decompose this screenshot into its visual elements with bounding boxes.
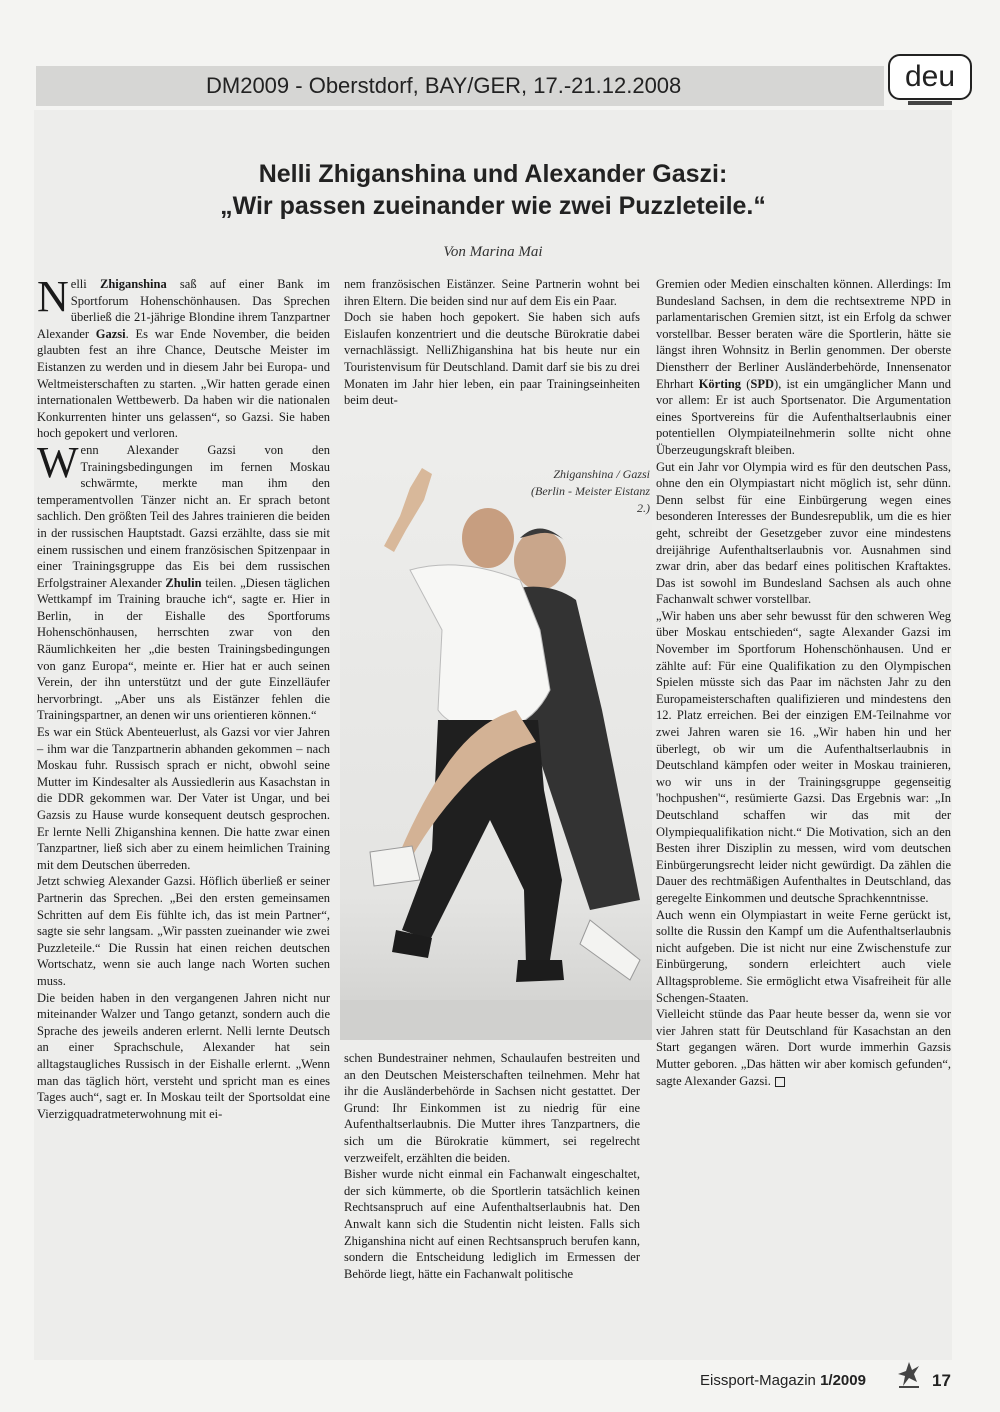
dropcap: W [37, 437, 79, 487]
column-2-top [344, 276, 640, 409]
text: . Es war Ende November, die beiden glaubten fest an ihre Chance, Deutsche Meister im Eistanzen zu werden und in diesem Jahr bei Europa- und Weltmeisterschaften zu starten. „Wir hatten gerade einen internationalen Wettbewerb. Da haben wir die nationalen Konkurrenten hinter uns gelassen“, so Gazsi. Sie haben hoch gepokert und verloren. [37, 326, 330, 441]
dropcap: N [37, 272, 69, 321]
text: ), ist ein umgänglicher Mann und vor allem: Er ist auch Sportsenator. Die Argumentation eines Sportvereins für die Aufenthaltserlaubnis einer potentiellen Olympiateilnehmerin sollte nicht ohne Überzeugungskraft bleiben. [656, 376, 951, 457]
issue-number: 1/2009 [820, 1372, 866, 1389]
paragraph [656, 276, 951, 459]
paragraph: Doch sie haben hoch gepokert. Sie haben sich aufs Eislaufen konzentriert und die deutsche Bürokratie dabei vernachlässigt. NelliZhiganshina hat bis heute nur ein Touristenvisum für Deutschland. Damit darf sie bis zu drei Monaten im Jahr hier leben, ein paar Trainingseinheiten beim deut- [344, 310, 640, 408]
paragraph: Auch wenn ein Olympiastart in weite Ferne gerückt ist, sollte die Russin den Kampf um die Aufenthaltserlaubnis nicht aufgeben. Die ist nicht nur eine Zwischenstufe zur Einbürgerung, sondern erleichtert auch viele Alltagsprobleme. Sie ermöglicht etwa Visafreiheit für alle Schengen-Staaten. [656, 907, 951, 1005]
column-3 [656, 276, 951, 1089]
end-of-article-icon [775, 1077, 785, 1087]
logo-underbar [908, 101, 952, 105]
paragraph: Gut ein Jahr vor Olympia wird es für den deutschen Pass, ohne den ein Olympiastart nicht möglich ist, sehr dünn. Denn selbst für eine Einbürgerung wegen eines besonderen Interesses der Bundesrepublik, um die es hier geht, schreibt der Gesetzgeber zuvor eine mindestens dreijährige Aufenthaltserlaubnis vor. Ausnahmen sind zwar drin, aber das bedarf eines politischen Kraftaktes. Das ist sowohl im Bundesland Sachsen als auch ohne Fachanwalt schwer vorstellbar. [656, 459, 951, 607]
paragraph: schen Bundestrainer nehmen, Schaulaufen bestreiten und an den Deutschen Meisterschaften teilnehmen. Mehr hat ihr die Ausländerbehörde in Sachsen nicht gestattet. Der Grund: Ihr Einkommen ist zu niedrig für eine Aufenthaltserlaubnis. Die Mutter ihres Tanzpartners, die sich um die Bürokratie kümmert, sei regelrecht verzweifelt, erzählten die beiden. [344, 1051, 640, 1165]
name-highlight: Zhiganshina [99, 277, 167, 291]
magazine-issue [700, 1372, 866, 1389]
skater-bird-icon [895, 1360, 923, 1390]
text: ( [741, 376, 751, 391]
title-line-1: Nelli Zhiganshina und Alexander Gaszi: [258, 160, 728, 188]
event-header [36, 66, 884, 106]
logo-text: deu [904, 60, 956, 93]
text: teilen. „Diesen täglichen Wettkampf im Training brauche ich“, sagte er. Hier in Berlin, in der Eishalle des Sportforums Hohenschönhausen, herrschten zwar von den Räumlichkeiten her „die besten Trainingsbedingungen von ganz Europa“, meinte er. Hier hat er auch seinen Verein, der ihn unterstützt und der gute Einzelläufer hervorbringt. „Aber uns als Eistänzer fehlen die Trainingspartner, an denen wir uns orientieren können.“ [37, 575, 330, 723]
paragraph [37, 437, 330, 724]
page-number: 17 [932, 1371, 951, 1390]
paragraph: nem französischen Eistänzer. Seine Partnerin wohnt bei ihren Eltern. Die beiden sind nur auf dem Eis ein Paar. [344, 277, 640, 308]
name-highlight: Körting [698, 376, 742, 391]
paragraph: Bisher wurde nicht einmal ein Fachanwalt eingeschaltet, der sich kümmerte, ob die Sportlerin tatsächlich keinen Rechtsanspruch auf eine Aufenthaltserlaubnis hat. Den Anwalt kann sich die Studentin nicht leisten. Falls sich Zhiganshina nicht auf einen Rechtsanspruch berufen kann, sondern die Entscheidung lediglich im Ermessen der Behörde liegt, hätte ein Fachanwalt politische [344, 1167, 640, 1281]
ice-dance-couple-photo [340, 460, 652, 1040]
text: elli [70, 277, 100, 291]
text: saß auf einer Bank im Sportforum Hohenschönhausen. Das Sprechen überließ die 21-jährige Blondine ihrem Tanzpartner Alexander [37, 277, 331, 341]
paragraph: Die beiden haben in den vergangenen Jahren nicht nur miteinander Walzer und Tango getanzt, sondern auch die Sprache des jeweils anderen erlernt. Nelli lernte Deutsch an einer Sprachschule, Alexander hat sein alltagstaugliches Russisch in der Eishalle erlernt. „Wenn man das täglich hört, versteht und spricht man es eines Tages auch“, sagt er. In Moskau teilt der Sportsoldat eine Vierzigquadratmeterwohnung mit ei- [37, 990, 330, 1121]
article-title [34, 158, 952, 222]
paragraph [656, 1006, 951, 1089]
deu-logo [888, 54, 972, 100]
title-line-2: „Wir passen zueinander wie zwei Puzzleteile.“ [220, 192, 766, 220]
text: Gremien oder Medien einschalten können. Allerdings: Im Bundesland Sachsen, in dem die rechtsextreme NPD in parlamentarischen Gremien sitzt, ist ein Erfolg da schwer vorstellbar. Besser beraten wäre die Sportlerin, hätte sie längst ihren Wohnsitz in Berlin genommen. Der oberste Dienstherr der Berliner Ausländerbehörde, Innensenator Ehrhart [656, 277, 951, 391]
paragraph: „Wir haben uns aber sehr bewusst für den schweren Weg über Moskau entschieden“, sagte Alexander Gazsi im November im Sportforum Hohenschönhausen. Und er zählte auf: Für eine Qualifikation zu den Olympischen Spielen müsste sich das Paar im nächsten Jahr zu den Europameisterschaften qualifizieren und mindestens den 12. Platz erreichen. Bei der einzigen EM-Teilnahme vor zwei Jahren waren sie 16. „Wir haben hin und her überlegt, ob wir um die Aufenthaltserlaubnis in Deutschland kämpfen oder weiter in Moskau trainieren, wo wir uns in der Trainingsgruppe gegenseitig 'hochpushen'“, resümierte Gazsi. Das Ergebnis war: „In Deutschland schaffen wir das mit der Olympiequalifikation nicht.“ Die Motivation, sich an den Besten ihrer Disziplin zu messen, wird vom deutschen Einbürgerungsrecht leider nicht gewürdigt. Da zählen die Dauer des rechtmäßigen Aufenthaltes in Deutschland, das geregelte Einkommen und deutsche Sprachkenntnisse. [656, 608, 951, 905]
paragraph: Es war ein Stück Abenteuerlust, als Gazsi vor vier Jahren – ihm war die Tanzpartnerin abhanden gekommen – nach Moskau fuhr. Russisch sprach er nicht, obwohl seine Mutter im Kindesalter als Aussiedlerin aus Kasachstan in die DDR gekommen war. Der Vater ist Ungar, und bei Gazsis zu Hause wurde konsequent deutsch gesprochen. Er lernte Nelli Zhiganshina kennen. Die hatte zwar einen Tanzpartner, ließ sich aber zu einem heimlichen Training mit dem Deutschen überreden. [37, 725, 330, 872]
text: Vielleicht stünde das Paar heute besser da, wenn sie vor vier Jahren statt für Deutschland für Kasachstan an den Start gegangen wären. Dort wurde immerhin Gazsis Mutter geboren. „Das hätten wir aber komisch gefunden“, sagte Alexander Gazsi. [656, 1007, 951, 1088]
paragraph [37, 272, 331, 442]
text: enn Alexander Gazsi von den Trainingsbedingungen im fernen Moskau schwärmte, merkte man ihm den temperamentvollen Tänzer nicht an. Er sprach betont sachlich. Den größten Teil des Jahres trainieren die beiden in der russischen Hauptstadt. Gazsi erzählte, dass sie mit einem russischen und einem französischen Spitzenpaar in einer Trainingsgruppe das Eis bei dem russischen Erfolgstrainer Alexander [37, 442, 330, 590]
event-line: DM2009 - Oberstdorf, BAY/GER, 17.-21.12.2008 [206, 73, 682, 98]
byline: Von Marina Mai [443, 244, 543, 260]
party-highlight: SPD [750, 376, 775, 391]
magazine-name: Eissport-Magazin [700, 1372, 816, 1389]
column-2-bottom [344, 1050, 640, 1282]
name-highlight: Zhulin [165, 575, 202, 590]
name-highlight: Gazsi [95, 326, 126, 341]
photo-caption: Zhiganshina / Gazsi (Berlin - Meister Eistanz 2.) [531, 467, 650, 515]
paragraph: Jetzt schwieg Alexander Gazsi. Höflich überließ er seiner Partnerin das Sprechen. „Bei den ersten gemeinsamen Schritten auf dem Eis fühlte ich, das ist mein Partner“, sagte sie sehr langsam. „Wir passten zueinander wie zwei Puzzleteile.“ Die Russin hat einen reichen deutschen Wortschatz, wenn sie auch lange nach Worten suchen muss. [37, 874, 330, 988]
page-footer [700, 1370, 960, 1394]
column-1 [37, 272, 331, 1122]
